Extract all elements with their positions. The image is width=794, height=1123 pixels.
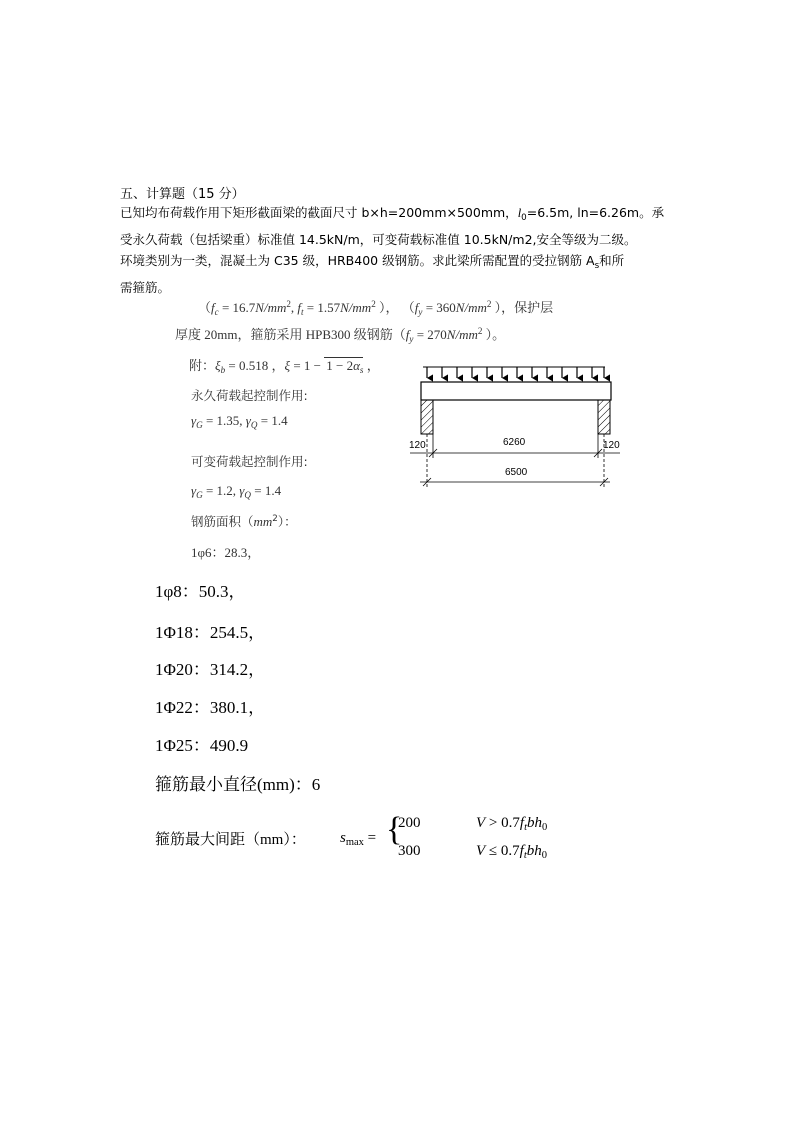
s-max-case-1-value: 200: [398, 815, 421, 831]
bar-area-phi6: 1φ6：28.3，: [191, 545, 261, 560]
given-strengths: （$f_c = 16.7N/mm^2$, $f_t = 1.57N/mm^2$ ）， （$f_y = 360N/mm^2$ ），保护层: [198, 299, 554, 317]
clear-span-label: 6260: [503, 437, 526, 448]
appendix-xi: 附：$\xi_b = 0.518$ ，$\xi = 1 - 1 - 2\alpha_s$ ，: [189, 358, 380, 375]
permanent-control-label: 永久荷载起控制作用:: [191, 388, 308, 403]
right-support-width-label: 120: [603, 440, 620, 451]
problem-text: [120, 202, 664, 298]
variable-gammas: $\gamma_G = 1.2$, $\gamma_Q = 1.4$: [191, 483, 282, 500]
distributed-load-arrows: [427, 367, 604, 378]
left-support: [421, 400, 433, 434]
bar-area-phi8: 1φ8：50.3，: [155, 582, 246, 601]
problem-line-2: 受永久荷载（包括梁重）标准值 14.5kN/m，可变荷载标准值 10.5kN/m2,安全等级为二级。: [120, 232, 637, 247]
s-max-symbol: $s_{max}$ =: [340, 830, 377, 848]
stirrup-min-diameter: 箍筋最小直径(mm)：6: [155, 775, 321, 794]
variable-control-label: 可变荷载起控制作用:: [191, 454, 308, 469]
problem-line-4: 需箍筋。: [120, 280, 171, 295]
permanent-gammas: $\gamma_G = 1.35$, $\gamma_Q = 1.4$: [191, 413, 288, 430]
section-title: 五、计算题（15 分）: [120, 187, 245, 202]
problem-line-3: 环境类别为一类，混凝土为 C35 级，HRB400 级钢筋。求此梁所需配置的受拉钢筋 $A_s$和所: [120, 253, 625, 271]
span-label: 6500: [505, 467, 528, 478]
brace-icon: {: [386, 811, 403, 848]
right-support: [598, 400, 610, 434]
problem-line-1: 已知均布荷载作用下矩形截面梁的截面尺寸 b×h=200mm×500mm，$l_0=6.5m$, ln=6.26m。承: [120, 205, 665, 223]
left-support-width-label: 120: [409, 440, 426, 451]
beam-diagram: [405, 358, 625, 498]
rebar-area-label: 钢筋面积$(mm^2)$：: [191, 514, 297, 529]
stirrup-max-spacing-label: 箍筋最大间距（mm）：: [155, 832, 306, 848]
given-cover: 厚度 20mm，箍筋采用 HPB300 级钢筋（$f_y = 270N/mm^2$ ）。: [175, 326, 506, 344]
bar-area-18: 1Φ18：254.5，: [155, 623, 266, 642]
beam: [421, 382, 611, 400]
s-max-case-2-value: 300: [398, 843, 421, 859]
bar-area-22: 1Φ22：380.1，: [155, 698, 266, 717]
s-max-case-1-condition: $V > 0.7f_tbh_0$: [476, 815, 548, 833]
bar-area-20: 1Φ20：314.2，: [155, 660, 266, 679]
s-max-case-2-condition: $V \le 0.7f_tbh_0$: [476, 843, 547, 861]
bar-area-25: 1Φ25：490.9: [155, 736, 249, 755]
